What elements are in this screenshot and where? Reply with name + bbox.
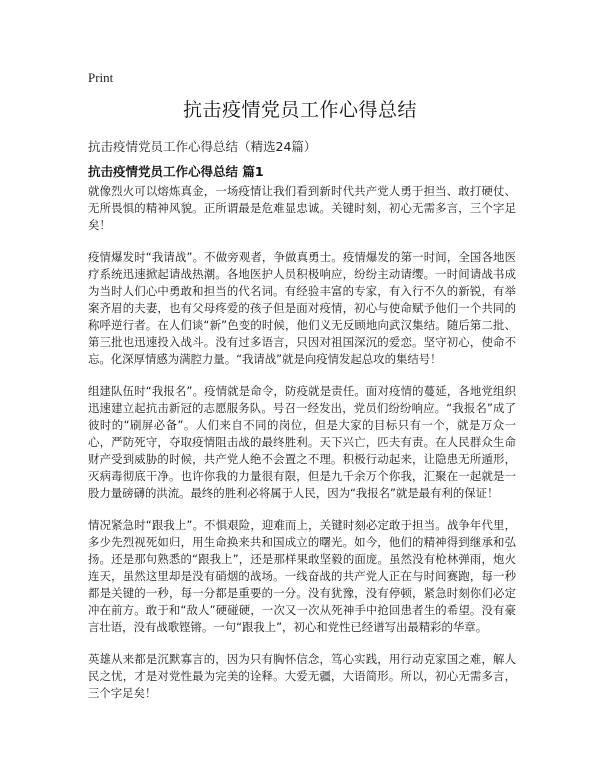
paragraph: 英雄从来都是沉默寡言的，因为只有胸怀信念，笃心实践，用行动克家国之难，解人民之忧，才是对党性最为完美的诠释。大爱无疆，大语简形。所以，初心无需多言，三个字足矣！ — [88, 652, 516, 700]
section-heading: 抗击疫情党员工作心得总结 篇1 — [88, 164, 264, 179]
paragraph: 疫情爆发时“我请战”。不做旁观者，争做真勇士。疫情爆发的第一时间，全国各地医疗系统迅速掀起请战热潮。各地医护人员积极响应，纷纷主动请缨。一时间请战书成为当时人们心中勇敢和担当的代名词。有经验丰富的专家，有入行不久的新锐，有举案齐眉的夫妻，也有父母疼爱的孩子但是面对疫情，初心与使命赋予他们一个共同的称呼逆行者。在人们谈“新”色变的时候，他们义无反顾地向武汉集结。随后第二批、第三批也迅速投入战斗。没有过多语言，只因对祖国深沉的爱恋。坚守初心，使命不忘。化深厚情感为满腔力量。“我请战”就是向疫情发起总攻的集结号！ — [88, 250, 516, 366]
paragraph: 组建队伍时“我报名”。疫情就是命令，防疫就是责任。面对疫情的蔓延，各地党组织迅速建立起抗击新冠的志愿服务队。号召一经发出，党员们纷纷响应。“我报名”成了彼时的“刷屏必备”。人们来自不同的岗位，但是大家的目标只有一个，就是万众一心，严防死守，夺取疫情阻击战的最终胜利。天下兴亡，匹夫有责。在人民群众生命财产受到威胁的时候，共产党人绝不会置之不理。积极行动起来，让隐患无所遁形，灭病毒彻底干净。也许你我的力量很有限，但是九千余万个你我，汇聚在一起就是一股力量磅礴的洪流。最终的胜利必将属于人民，因为“我报名”就是最有利的保证！ — [88, 384, 516, 500]
document-subtitle: 抗击疫情党员工作心得总结（精选24篇） — [88, 139, 317, 154]
paragraph: 情况紧急时“跟我上”。不惧艰险，迎难而上，关键时刻必定敢于担当。战争年代里，多少先烈视死如归，用生命换来共和国成立的曙光。如今，他们的精神得到继承和弘扬。还是那句熟悉的“跟我上”，还是那样果敢坚毅的面庞。虽然没有枪林弹雨，炮火连天，虽然这里却是没有硝烟的战场。一线奋战的共产党人正在与时间赛跑，每一秒都是关键的一秒，每一分都是重要的一分。没有犹豫，没有停顿，紧急时刻你们必定冲在前方。敢于和“敌人”硬碰硬，一次又一次从死神手中抢回患者生的希望。没有豪言壮语，没有战歌铿锵。一句“跟我上”，初心和党性已经谱写出最精彩的华章。 — [88, 518, 516, 634]
page-title: 抗击疫情党员工作心得总结 — [182, 99, 417, 121]
article-body — [88, 183, 516, 717]
paragraph: 就像烈火可以熔炼真金，一场疫情让我们看到新时代共产党人勇于担当、敢打硬仗、无所畏惧的精神风貌。正所谓最是危难显忠诚。关键时刻，初心无需多言，三个字足矣！ — [88, 184, 516, 232]
print-link[interactable]: Print — [88, 70, 114, 85]
